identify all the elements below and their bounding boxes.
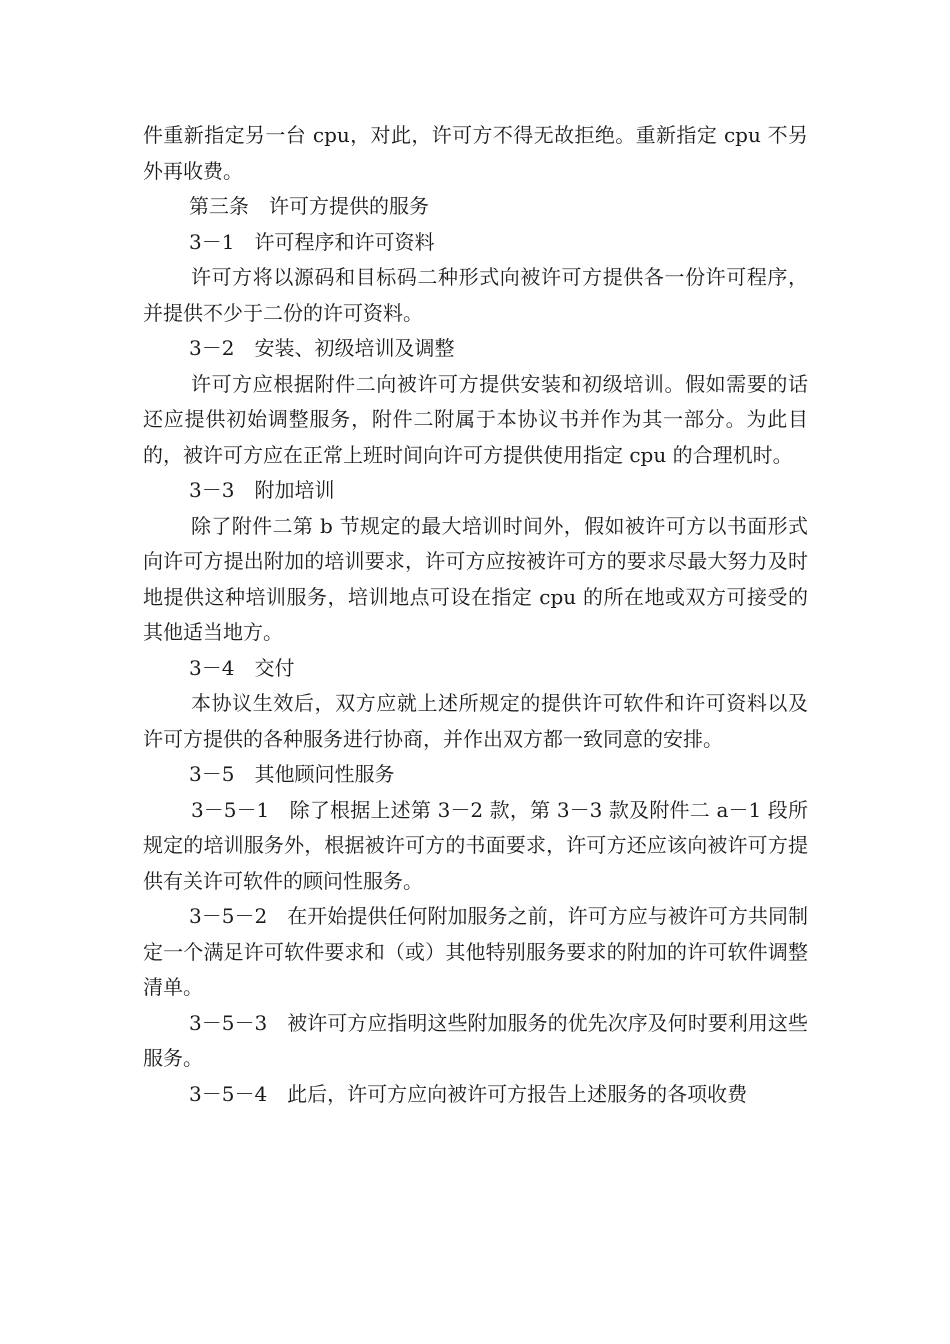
section-heading-3-5: 3－5 其他顾问性服务 [189,762,395,786]
section-heading-3-3: 3－3 附加培训 [189,478,335,502]
article-heading: 第三条 许可方提供的服务 [189,194,429,218]
section-heading-3-1: 3－1 许可程序和许可资料 [189,229,435,254]
section-heading-3-4: 3－4 交付 [189,655,295,680]
clause-3-5-4: 3－5－4 此后，许可方应向被许可方报告上述服务的各项收费 [189,1081,748,1106]
paragraph-3-2: 许可方应根据附件二向被许可方提供安装和初级培训。假如需要的话还应提供初始调整服务，附件二附属于本协议书并作为其一部分。为此目的，被许可方应在正常上班时间向许可方提供使用指定 cpu 的合理机时。 [143,371,808,467]
clause-3-5-2: 3－5－2 在开始提供任何附加服务之前，许可方应与被许可方共同制定一个满足许可软件要求和（或）其他特别服务要求的附加的许可软件调整清单。 [143,904,808,999]
document-body [143,118,808,1112]
paragraph-continuation: 件重新指定另一台 cpu，对此，许可方不得无故拒绝。重新指定 cpu 不另外再收费。 [143,123,808,183]
paragraph-3-1: 许可方将以源码和目标码二种形式向被许可方提供各一份许可程序，并提供不少于二份的许可资料。 [143,265,808,325]
clause-3-5-3: 3－5－3 被许可方应指明这些附加服务的优先次序及何时要利用这些服务。 [143,1010,808,1070]
section-heading-3-2: 3－2 安装、初级培训及调整 [189,336,455,360]
paragraph-3-3: 除了附件二第 b 节规定的最大培训时间外，假如被许可方以书面形式向许可方提出附加的培训要求，许可方应按被许可方的要求尽最大努力及时地提供这种培训服务，培训地点可设在指定 cpu 的所在地或双方可接受的其他适当地方。 [143,513,808,644]
clause-3-5-1: 3－5－1 除了根据上述第 3－2 款，第 3－3 款及附件二 a－1 段所规定的培训服务外，根据被许可方的书面要求，许可方还应该向被许可方提供有关许可软件的顾问性服务。 [143,797,808,893]
paragraph-3-4: 本协议生效后，双方应就上述所规定的提供许可软件和许可资料以及许可方提供的各种服务进行协商，并作出双方都一致同意的安排。 [143,691,808,751]
